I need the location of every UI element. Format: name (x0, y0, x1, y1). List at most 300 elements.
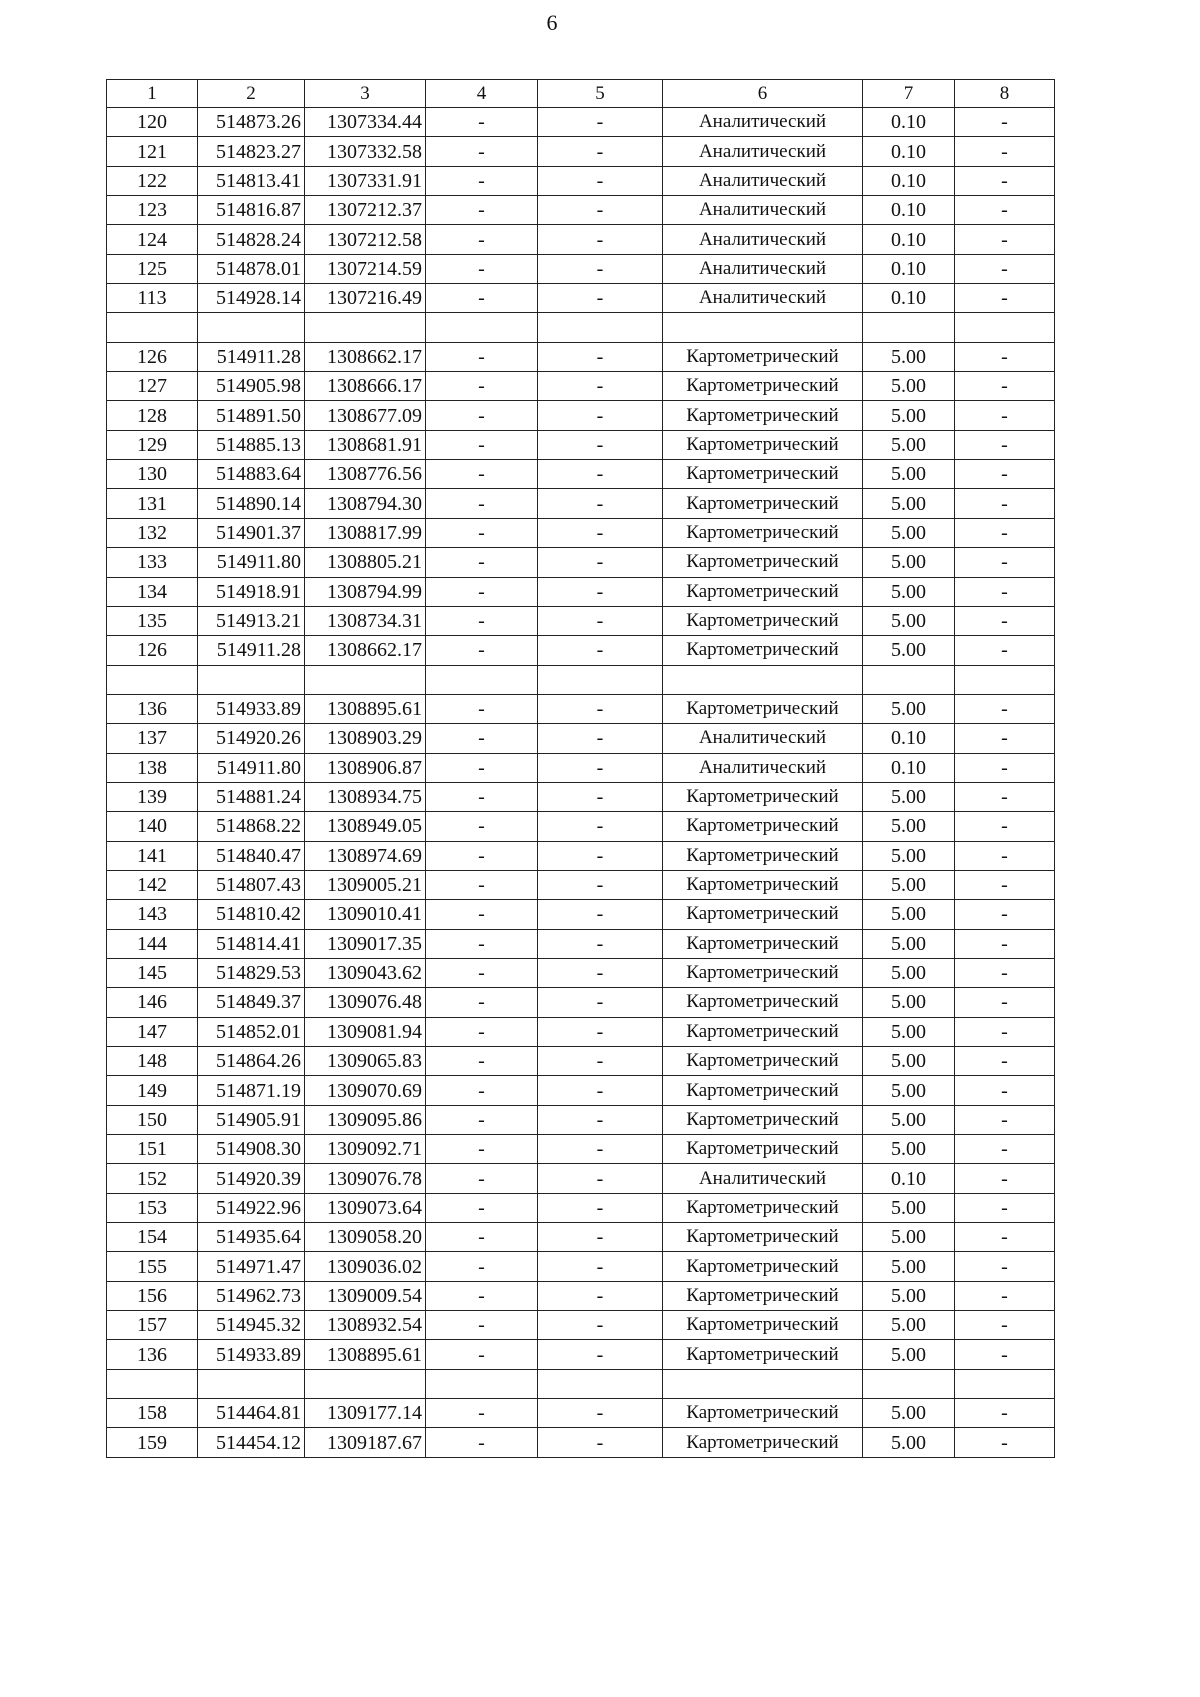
col8-cell: - (955, 841, 1055, 870)
col4-cell: - (426, 225, 538, 254)
method-cell: Аналитический (663, 284, 863, 313)
column-header-7: 7 (863, 80, 955, 108)
accuracy-cell: 5.00 (863, 782, 955, 811)
col5-cell: - (538, 1135, 663, 1164)
col5-cell: - (538, 988, 663, 1017)
x-coordinate-cell: 514828.24 (198, 225, 305, 254)
y-coordinate-cell: 1308895.61 (305, 1340, 426, 1369)
accuracy-cell: 0.10 (863, 724, 955, 753)
col5-cell: - (538, 430, 663, 459)
col8-cell: - (955, 401, 1055, 430)
col5-cell: - (538, 900, 663, 929)
point-number-cell: 153 (107, 1193, 198, 1222)
col4-cell: - (426, 694, 538, 723)
y-coordinate-cell: 1309073.64 (305, 1193, 426, 1222)
x-coordinate-cell (198, 313, 305, 342)
col4-cell: - (426, 900, 538, 929)
col8-cell: - (955, 1135, 1055, 1164)
table-row (107, 254, 1055, 283)
col8-cell: - (955, 1223, 1055, 1252)
x-coordinate-cell: 514933.89 (198, 1340, 305, 1369)
col5-cell: - (538, 1047, 663, 1076)
method-cell: Аналитический (663, 254, 863, 283)
col5-cell (538, 313, 663, 342)
table-row (107, 548, 1055, 577)
col4-cell: - (426, 1047, 538, 1076)
y-coordinate-cell: 1308677.09 (305, 401, 426, 430)
col5-cell: - (538, 1105, 663, 1134)
col4-cell: - (426, 1193, 538, 1222)
accuracy-cell: 5.00 (863, 1105, 955, 1134)
col8-cell: - (955, 254, 1055, 283)
x-coordinate-cell (198, 1369, 305, 1398)
method-cell: Картометрический (663, 342, 863, 371)
table-row (107, 841, 1055, 870)
table-row (107, 929, 1055, 958)
col4-cell: - (426, 1311, 538, 1340)
col5-cell: - (538, 812, 663, 841)
col5-cell: - (538, 753, 663, 782)
table-row (107, 636, 1055, 665)
accuracy-cell: 0.10 (863, 196, 955, 225)
y-coordinate-cell: 1308895.61 (305, 694, 426, 723)
col8-cell: - (955, 900, 1055, 929)
x-coordinate-cell: 514922.96 (198, 1193, 305, 1222)
col8-cell: - (955, 724, 1055, 753)
col4-cell (426, 1369, 538, 1398)
point-number-cell: 126 (107, 342, 198, 371)
col4-cell: - (426, 1252, 538, 1281)
accuracy-cell: 5.00 (863, 1311, 955, 1340)
col4-cell (426, 665, 538, 694)
table-row (107, 460, 1055, 489)
method-cell: Картометрический (663, 929, 863, 958)
col8-cell: - (955, 753, 1055, 782)
x-coordinate-cell: 514908.30 (198, 1135, 305, 1164)
col8-cell: - (955, 1047, 1055, 1076)
x-coordinate-cell: 514962.73 (198, 1281, 305, 1310)
col4-cell: - (426, 929, 538, 958)
col8-cell: - (955, 1281, 1055, 1310)
point-number-cell: 134 (107, 577, 198, 606)
y-coordinate-cell: 1309177.14 (305, 1399, 426, 1428)
col8-cell: - (955, 489, 1055, 518)
x-coordinate-cell: 514849.37 (198, 988, 305, 1017)
accuracy-cell (863, 1369, 955, 1398)
y-coordinate-cell: 1307332.58 (305, 137, 426, 166)
y-coordinate-cell: 1308794.99 (305, 577, 426, 606)
point-number-cell (107, 665, 198, 694)
method-cell: Аналитический (663, 166, 863, 195)
accuracy-cell: 5.00 (863, 1047, 955, 1076)
method-cell: Картометрический (663, 1223, 863, 1252)
col8-cell: - (955, 1340, 1055, 1369)
table-row (107, 870, 1055, 899)
x-coordinate-cell: 514823.27 (198, 137, 305, 166)
method-cell: Картометрический (663, 372, 863, 401)
column-header-4: 4 (426, 80, 538, 108)
point-number-cell: 113 (107, 284, 198, 313)
method-cell: Картометрический (663, 958, 863, 987)
col5-cell: - (538, 196, 663, 225)
col5-cell: - (538, 401, 663, 430)
y-coordinate-cell: 1308794.30 (305, 489, 426, 518)
table-separator-row (107, 665, 1055, 694)
table-row (107, 694, 1055, 723)
accuracy-cell: 0.10 (863, 254, 955, 283)
col8-cell (955, 1369, 1055, 1398)
col4-cell: - (426, 577, 538, 606)
x-coordinate-cell: 514891.50 (198, 401, 305, 430)
method-cell: Картометрический (663, 1135, 863, 1164)
col5-cell: - (538, 870, 663, 899)
method-cell: Аналитический (663, 225, 863, 254)
col8-cell: - (955, 782, 1055, 811)
col5-cell: - (538, 694, 663, 723)
point-number-cell: 139 (107, 782, 198, 811)
point-number-cell: 120 (107, 108, 198, 137)
y-coordinate-cell (305, 313, 426, 342)
x-coordinate-cell: 514911.80 (198, 548, 305, 577)
point-number-cell: 122 (107, 166, 198, 195)
method-cell: Картометрический (663, 1047, 863, 1076)
table-row (107, 1105, 1055, 1134)
col5-cell: - (538, 841, 663, 870)
col4-cell: - (426, 1428, 538, 1457)
col5-cell: - (538, 1428, 663, 1457)
accuracy-cell: 5.00 (863, 489, 955, 518)
point-number-cell: 125 (107, 254, 198, 283)
accuracy-cell: 5.00 (863, 1281, 955, 1310)
col8-cell: - (955, 225, 1055, 254)
point-number-cell: 141 (107, 841, 198, 870)
accuracy-cell: 5.00 (863, 1076, 955, 1105)
col4-cell: - (426, 1223, 538, 1252)
col4-cell: - (426, 460, 538, 489)
point-number-cell: 157 (107, 1311, 198, 1340)
col4-cell: - (426, 284, 538, 313)
col5-cell: - (538, 137, 663, 166)
col5-cell: - (538, 1193, 663, 1222)
col8-cell: - (955, 518, 1055, 547)
table-row (107, 1076, 1055, 1105)
col4-cell: - (426, 1399, 538, 1428)
table-row (107, 988, 1055, 1017)
y-coordinate-cell: 1307331.91 (305, 166, 426, 195)
method-cell: Картометрический (663, 1252, 863, 1281)
method-cell: Картометрический (663, 1017, 863, 1046)
point-number-cell: 143 (107, 900, 198, 929)
y-coordinate-cell: 1307334.44 (305, 108, 426, 137)
accuracy-cell: 5.00 (863, 401, 955, 430)
method-cell: Аналитический (663, 1164, 863, 1193)
accuracy-cell: 5.00 (863, 988, 955, 1017)
x-coordinate-cell: 514807.43 (198, 870, 305, 899)
y-coordinate-cell: 1308776.56 (305, 460, 426, 489)
point-number-cell: 131 (107, 489, 198, 518)
method-cell: Аналитический (663, 724, 863, 753)
col4-cell: - (426, 782, 538, 811)
y-coordinate-cell: 1308662.17 (305, 636, 426, 665)
x-coordinate-cell: 514810.42 (198, 900, 305, 929)
x-coordinate-cell: 514935.64 (198, 1223, 305, 1252)
table-row (107, 166, 1055, 195)
y-coordinate-cell: 1307212.58 (305, 225, 426, 254)
x-coordinate-cell: 514864.26 (198, 1047, 305, 1076)
table-row (107, 342, 1055, 371)
point-number-cell: 124 (107, 225, 198, 254)
accuracy-cell: 5.00 (863, 1399, 955, 1428)
accuracy-cell: 5.00 (863, 460, 955, 489)
x-coordinate-cell: 514945.32 (198, 1311, 305, 1340)
point-number-cell: 158 (107, 1399, 198, 1428)
x-coordinate-cell: 514852.01 (198, 1017, 305, 1046)
col4-cell: - (426, 1340, 538, 1369)
col8-cell: - (955, 166, 1055, 195)
col5-cell: - (538, 284, 663, 313)
col8-cell: - (955, 430, 1055, 459)
accuracy-cell: 0.10 (863, 284, 955, 313)
method-cell: Картометрический (663, 1340, 863, 1369)
col8-cell: - (955, 284, 1055, 313)
col8-cell: - (955, 108, 1055, 137)
accuracy-cell: 5.00 (863, 606, 955, 635)
table-row (107, 108, 1055, 137)
point-number-cell: 138 (107, 753, 198, 782)
table-row (107, 782, 1055, 811)
col5-cell: - (538, 606, 663, 635)
col8-cell: - (955, 812, 1055, 841)
accuracy-cell: 0.10 (863, 753, 955, 782)
y-coordinate-cell: 1309010.41 (305, 900, 426, 929)
col5-cell: - (538, 1252, 663, 1281)
col4-cell: - (426, 958, 538, 987)
table-row (107, 401, 1055, 430)
col8-cell: - (955, 1017, 1055, 1046)
y-coordinate-cell: 1309092.71 (305, 1135, 426, 1164)
column-header-5: 5 (538, 80, 663, 108)
col8-cell: - (955, 988, 1055, 1017)
x-coordinate-cell: 514905.98 (198, 372, 305, 401)
accuracy-cell: 5.00 (863, 694, 955, 723)
table-separator-row (107, 1369, 1055, 1398)
point-number-cell: 128 (107, 401, 198, 430)
y-coordinate-cell: 1309065.83 (305, 1047, 426, 1076)
col5-cell: - (538, 166, 663, 195)
y-coordinate-cell: 1309076.78 (305, 1164, 426, 1193)
column-header-1: 1 (107, 80, 198, 108)
col4-cell: - (426, 137, 538, 166)
x-coordinate-cell: 514816.87 (198, 196, 305, 225)
y-coordinate-cell: 1308934.75 (305, 782, 426, 811)
accuracy-cell: 5.00 (863, 1135, 955, 1164)
x-coordinate-cell: 514920.39 (198, 1164, 305, 1193)
method-cell: Картометрический (663, 1428, 863, 1457)
x-coordinate-cell: 514913.21 (198, 606, 305, 635)
table-row (107, 1399, 1055, 1428)
col4-cell: - (426, 401, 538, 430)
point-number-cell: 137 (107, 724, 198, 753)
y-coordinate-cell: 1308681.91 (305, 430, 426, 459)
table-row (107, 1135, 1055, 1164)
x-coordinate-cell: 514933.89 (198, 694, 305, 723)
column-header-8: 8 (955, 80, 1055, 108)
point-number-cell: 135 (107, 606, 198, 635)
point-number-cell: 129 (107, 430, 198, 459)
x-coordinate-cell: 514871.19 (198, 1076, 305, 1105)
x-coordinate-cell: 514905.91 (198, 1105, 305, 1134)
y-coordinate-cell: 1309036.02 (305, 1252, 426, 1281)
accuracy-cell: 5.00 (863, 342, 955, 371)
accuracy-cell: 5.00 (863, 929, 955, 958)
method-cell: Картометрический (663, 870, 863, 899)
col4-cell: - (426, 870, 538, 899)
method-cell: Картометрический (663, 636, 863, 665)
col8-cell: - (955, 1193, 1055, 1222)
col5-cell: - (538, 1017, 663, 1046)
accuracy-cell: 5.00 (863, 548, 955, 577)
accuracy-cell: 5.00 (863, 372, 955, 401)
y-coordinate-cell (305, 665, 426, 694)
column-header-6: 6 (663, 80, 863, 108)
col4-cell: - (426, 606, 538, 635)
point-number-cell (107, 1369, 198, 1398)
col8-cell: - (955, 342, 1055, 371)
col5-cell: - (538, 108, 663, 137)
col5-cell: - (538, 372, 663, 401)
y-coordinate-cell (305, 1369, 426, 1398)
method-cell (663, 313, 863, 342)
point-number-cell: 136 (107, 694, 198, 723)
y-coordinate-cell: 1309076.48 (305, 988, 426, 1017)
method-cell: Картометрический (663, 694, 863, 723)
point-number-cell: 127 (107, 372, 198, 401)
point-number-cell: 144 (107, 929, 198, 958)
method-cell: Картометрический (663, 782, 863, 811)
col5-cell: - (538, 489, 663, 518)
col4-cell: - (426, 166, 538, 195)
method-cell: Картометрический (663, 430, 863, 459)
accuracy-cell (863, 665, 955, 694)
col5-cell: - (538, 1076, 663, 1105)
table-row (107, 137, 1055, 166)
page-number: 6 (546, 10, 558, 35)
accuracy-cell: 5.00 (863, 1428, 955, 1457)
col8-cell: - (955, 548, 1055, 577)
method-cell: Картометрический (663, 401, 863, 430)
accuracy-cell: 5.00 (863, 870, 955, 899)
table-row (107, 1164, 1055, 1193)
x-coordinate-cell: 514885.13 (198, 430, 305, 459)
x-coordinate-cell: 514454.12 (198, 1428, 305, 1457)
y-coordinate-cell: 1308662.17 (305, 342, 426, 371)
x-coordinate-cell: 514868.22 (198, 812, 305, 841)
table-row (107, 606, 1055, 635)
col5-cell: - (538, 1223, 663, 1252)
point-number-cell: 154 (107, 1223, 198, 1252)
table-row (107, 900, 1055, 929)
col4-cell: - (426, 1135, 538, 1164)
point-number-cell: 159 (107, 1428, 198, 1457)
col8-cell: - (955, 1164, 1055, 1193)
method-cell: Картометрический (663, 1105, 863, 1134)
col8-cell: - (955, 196, 1055, 225)
x-coordinate-cell: 514901.37 (198, 518, 305, 547)
col5-cell: - (538, 225, 663, 254)
point-number-cell: 130 (107, 460, 198, 489)
table-row (107, 1047, 1055, 1076)
point-number-cell: 149 (107, 1076, 198, 1105)
table-row (107, 753, 1055, 782)
table-row (107, 196, 1055, 225)
y-coordinate-cell: 1307214.59 (305, 254, 426, 283)
y-coordinate-cell: 1307212.37 (305, 196, 426, 225)
table-row (107, 724, 1055, 753)
x-coordinate-cell: 514911.80 (198, 753, 305, 782)
table-row (107, 430, 1055, 459)
x-coordinate-cell: 514928.14 (198, 284, 305, 313)
method-cell: Аналитический (663, 137, 863, 166)
col5-cell: - (538, 342, 663, 371)
x-coordinate-cell: 514883.64 (198, 460, 305, 489)
col5-cell: - (538, 518, 663, 547)
col4-cell: - (426, 812, 538, 841)
x-coordinate-cell: 514829.53 (198, 958, 305, 987)
method-cell (663, 665, 863, 694)
point-number-cell: 147 (107, 1017, 198, 1046)
col8-cell: - (955, 870, 1055, 899)
table-row (107, 1428, 1055, 1457)
accuracy-cell: 5.00 (863, 430, 955, 459)
table-row (107, 1340, 1055, 1369)
accuracy-cell: 5.00 (863, 812, 955, 841)
x-coordinate-cell: 514464.81 (198, 1399, 305, 1428)
method-cell: Картометрический (663, 812, 863, 841)
col8-cell: - (955, 372, 1055, 401)
table-row (107, 1017, 1055, 1046)
y-coordinate-cell: 1308666.17 (305, 372, 426, 401)
point-number-cell: 152 (107, 1164, 198, 1193)
table-body (107, 80, 1055, 1458)
accuracy-cell: 5.00 (863, 577, 955, 606)
col4-cell: - (426, 196, 538, 225)
y-coordinate-cell: 1309058.20 (305, 1223, 426, 1252)
accuracy-cell (863, 313, 955, 342)
method-cell: Картометрический (663, 988, 863, 1017)
col8-cell: - (955, 1076, 1055, 1105)
y-coordinate-cell: 1309081.94 (305, 1017, 426, 1046)
col8-cell (955, 313, 1055, 342)
col8-cell: - (955, 1311, 1055, 1340)
x-coordinate-cell: 514840.47 (198, 841, 305, 870)
table-row (107, 1281, 1055, 1310)
y-coordinate-cell: 1309005.21 (305, 870, 426, 899)
col4-cell: - (426, 430, 538, 459)
accuracy-cell: 0.10 (863, 137, 955, 166)
accuracy-cell: 5.00 (863, 841, 955, 870)
point-number-cell: 142 (107, 870, 198, 899)
col8-cell: - (955, 929, 1055, 958)
x-coordinate-cell (198, 665, 305, 694)
col4-cell: - (426, 342, 538, 371)
point-number-cell: 155 (107, 1252, 198, 1281)
method-cell: Аналитический (663, 196, 863, 225)
table-row (107, 372, 1055, 401)
col4-cell: - (426, 254, 538, 283)
col8-cell: - (955, 577, 1055, 606)
x-coordinate-cell: 514881.24 (198, 782, 305, 811)
y-coordinate-cell: 1308805.21 (305, 548, 426, 577)
